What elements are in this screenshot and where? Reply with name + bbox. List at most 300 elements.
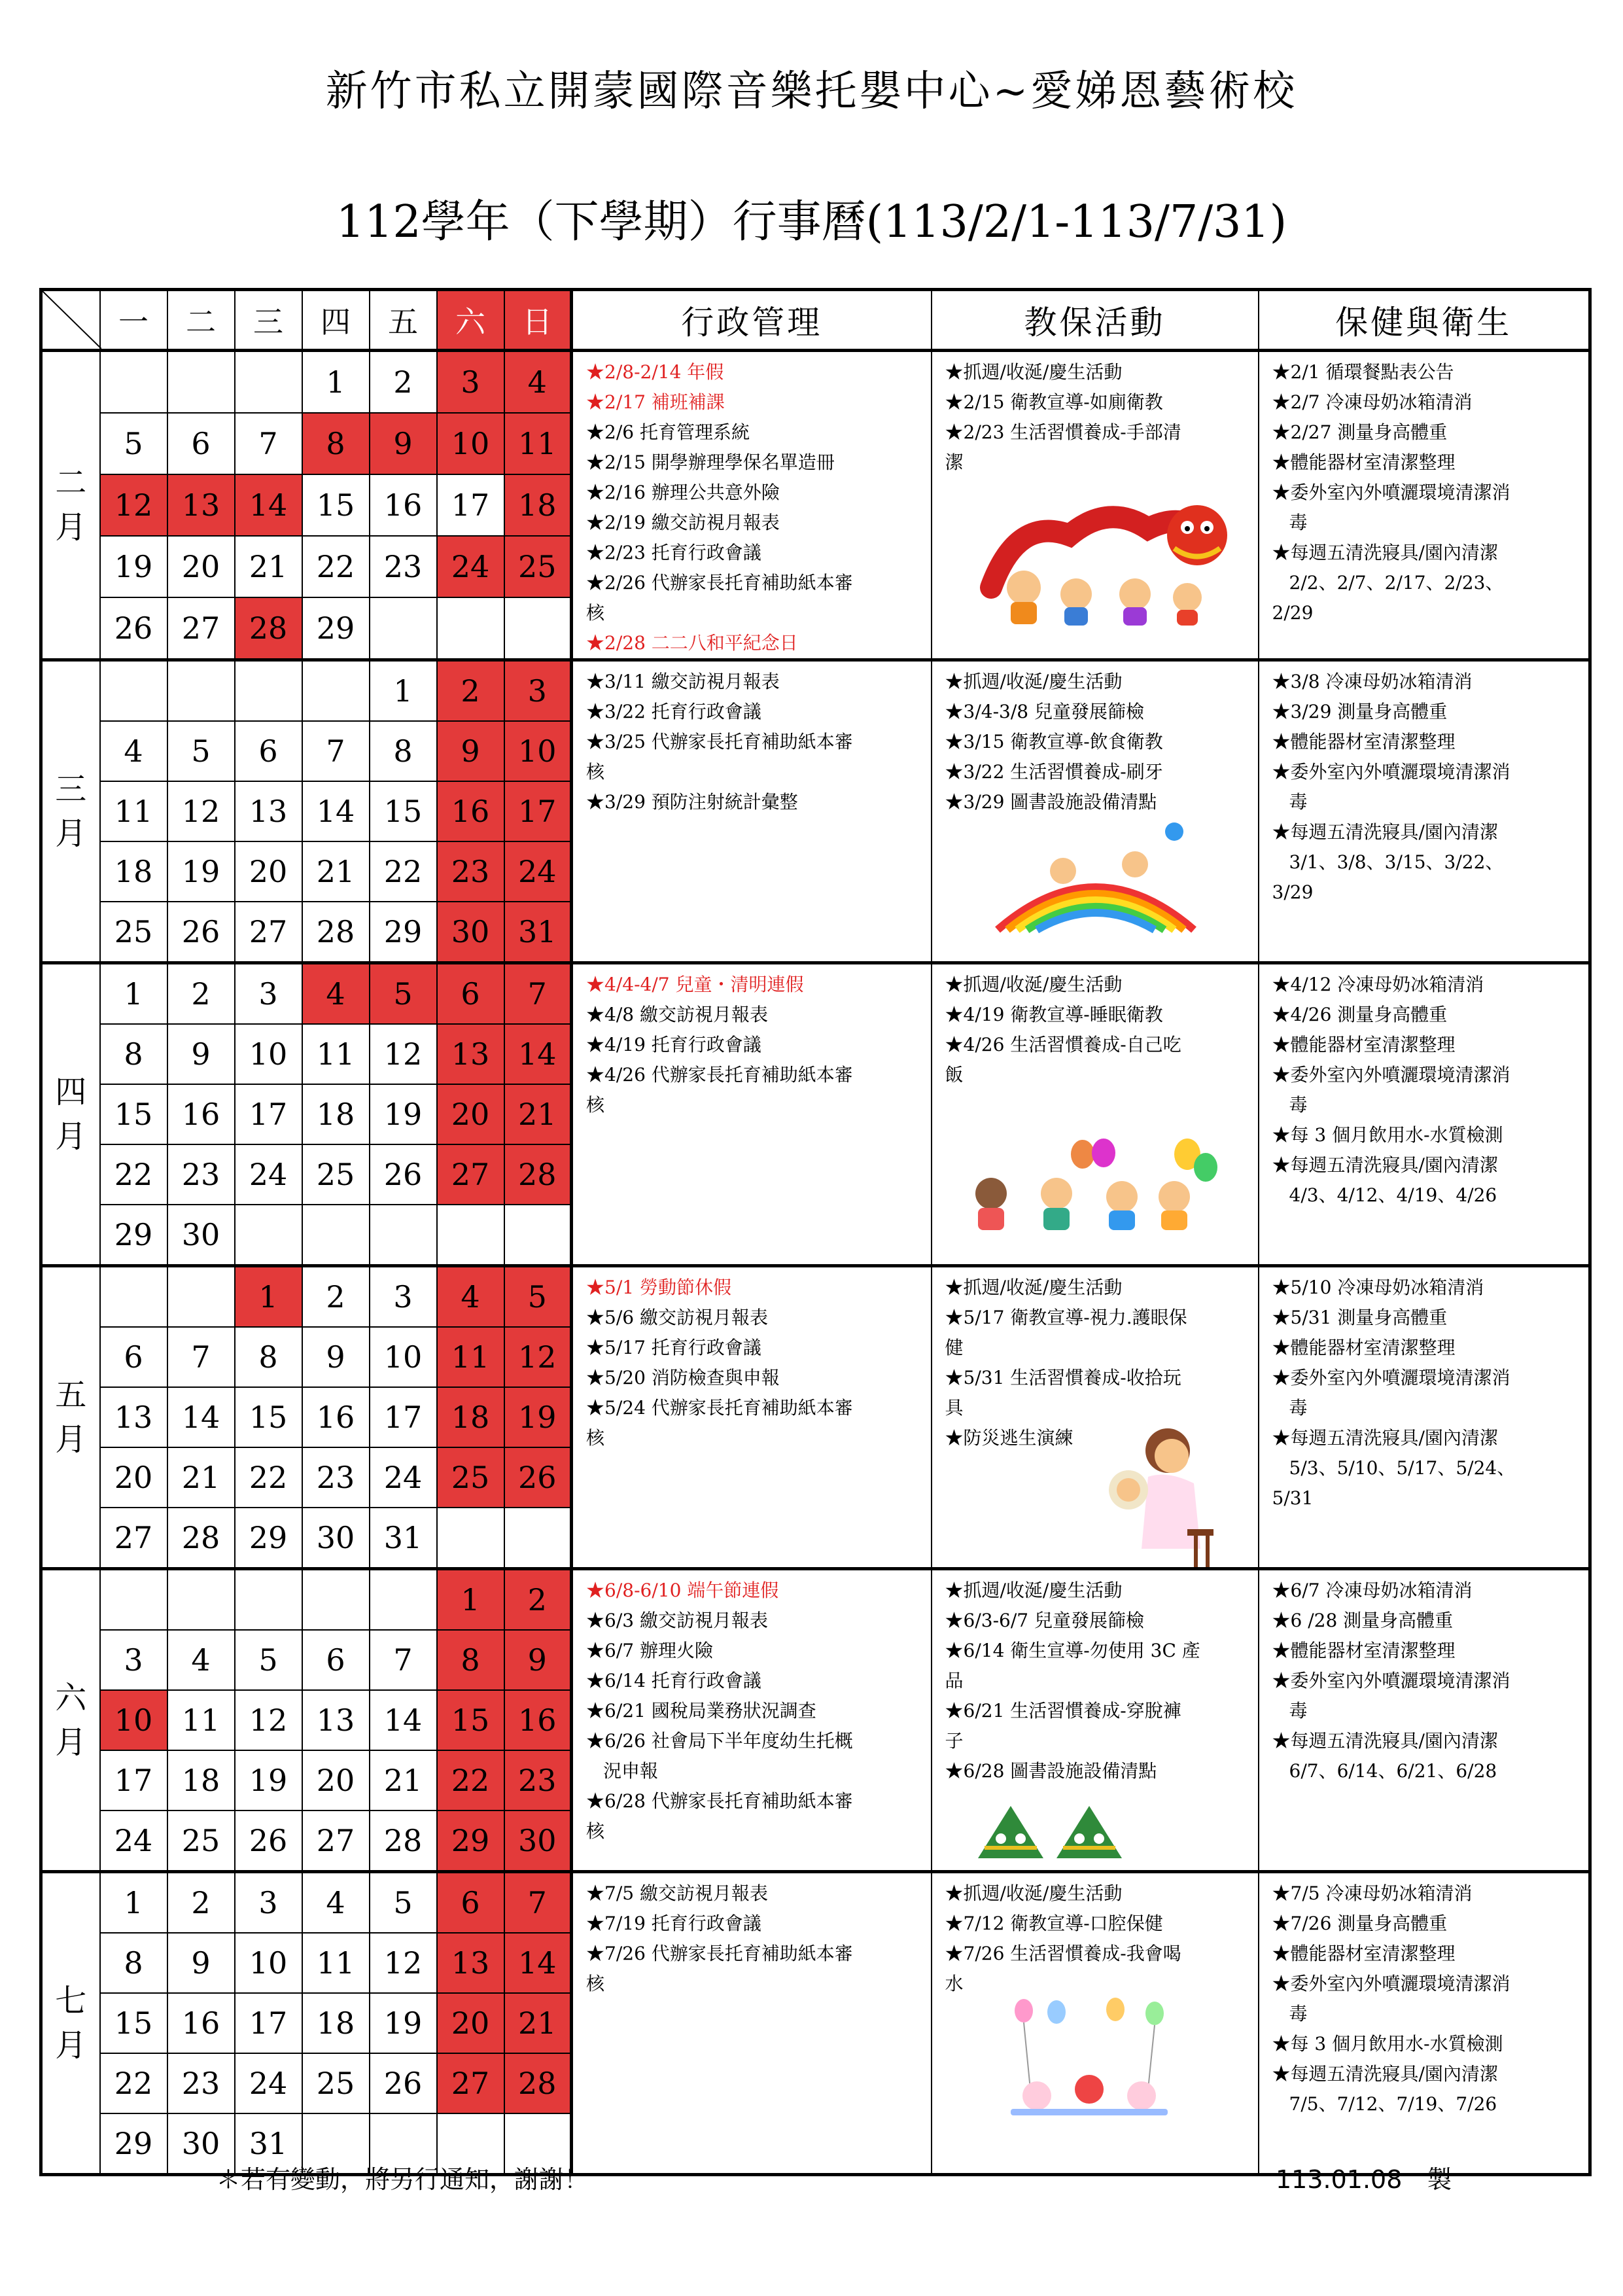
week-row	[41, 1266, 1590, 1328]
day-cell: 11	[302, 1024, 370, 1084]
day-cell: 7	[235, 413, 302, 474]
admin-item: 核	[586, 1820, 605, 1842]
day-cell: 29	[302, 597, 370, 660]
day-cell: 29	[370, 902, 437, 963]
day-cell	[504, 597, 572, 660]
day-cell: 1	[100, 1872, 167, 1934]
activities-item: 水	[945, 1973, 964, 1994]
day-cell: 16	[302, 1387, 370, 1447]
day-cell: 6	[437, 963, 504, 1025]
day-cell: 22	[100, 1144, 167, 1205]
day-cell: 2	[437, 660, 504, 722]
day-cell: 8	[100, 1933, 167, 1993]
day-cell: 12	[370, 1933, 437, 1993]
health-item: 3/29	[1272, 881, 1314, 903]
admin-item: ★5/1 勞動節休假	[586, 1277, 731, 1298]
day-cell: 12	[167, 781, 235, 841]
day-cell: 9	[302, 1327, 370, 1387]
activities-cell	[932, 1569, 1259, 1872]
admin-item: ★4/4-4/7 兒童・清明連假	[586, 974, 804, 995]
admin-item: 核	[586, 1973, 605, 1994]
day-cell: 23	[302, 1447, 370, 1508]
day-cell: 26	[370, 2053, 437, 2113]
admin-item: ★5/24 代辦家長托育補助紙本審	[586, 1397, 853, 1419]
balloon-kids-image	[952, 1135, 1227, 1242]
admin-item: ★6/8-6/10 端午節連假	[586, 1580, 779, 1601]
admin-item: ★7/19 托育行政會議	[586, 1913, 761, 1934]
activities-item: 品	[945, 1670, 964, 1691]
health-item: ★體能器材室清潔整理	[1272, 1640, 1456, 1661]
day-cell	[100, 1569, 167, 1631]
day-cell: 11	[504, 413, 572, 474]
footer-made-date: 113.01.08 製	[1276, 2165, 1452, 2194]
day-cell: 26	[167, 902, 235, 963]
day-cell	[100, 1266, 167, 1328]
day-cell: 5	[100, 413, 167, 474]
day-cell: 20	[437, 1084, 504, 1144]
admin-item: ★2/28 二二八和平紀念日	[586, 632, 798, 654]
day-cell	[504, 1508, 572, 1569]
day-cell	[302, 1205, 370, 1266]
day-cell: 12	[100, 474, 167, 536]
month-label: 二 月	[41, 351, 100, 660]
activities-cell	[932, 963, 1259, 1266]
admin-item: 核	[586, 1427, 605, 1449]
week-row	[41, 1872, 1590, 1934]
day-cell: 24	[437, 536, 504, 597]
day-cell: 16	[504, 1690, 572, 1750]
day-cell: 9	[437, 721, 504, 781]
admin-header: 行政管理	[572, 290, 932, 351]
activities-item: ★抓週/收涎/慶生活動	[945, 361, 1123, 383]
day-cell: 1	[235, 1266, 302, 1328]
activities-item: 具	[945, 1397, 964, 1419]
day-cell: 17	[437, 474, 504, 536]
day-cell: 31	[504, 902, 572, 963]
admin-item: ★4/26 代辦家長托育補助紙本審	[586, 1064, 853, 1086]
day-cell: 29	[235, 1508, 302, 1569]
day-cell: 23	[504, 1750, 572, 1810]
day-cell: 22	[100, 2053, 167, 2113]
day-cell: 3	[235, 1872, 302, 1934]
health-item: ★委外室內外噴灑環境清潔消	[1272, 1367, 1510, 1388]
admin-item: ★2/8-2/14 年假	[586, 361, 724, 383]
day-cell: 14	[504, 1933, 572, 1993]
admin-item: 核	[586, 602, 605, 624]
day-cell: 13	[100, 1387, 167, 1447]
admin-cell	[572, 1569, 932, 1872]
day-cell: 11	[167, 1690, 235, 1750]
day-cell: 11	[302, 1933, 370, 1993]
admin-item: ★6/26 社會局下半年度幼生托概	[586, 1730, 853, 1752]
day-cell: 16	[167, 1084, 235, 1144]
day-cell: 7	[370, 1630, 437, 1690]
day-cell: 2	[504, 1569, 572, 1631]
health-cell	[1259, 963, 1590, 1266]
day-cell: 16	[370, 474, 437, 536]
day-cell: 1	[370, 660, 437, 722]
health-item: ★每週五清洗寢具/園內清潔	[1272, 2063, 1498, 2085]
day-cell: 8	[302, 413, 370, 474]
day-cell: 16	[167, 1993, 235, 2053]
activities-item: ★6/14 衛生宣導-勿使用 3C 產	[945, 1640, 1200, 1661]
day-cell: 30	[167, 2113, 235, 2175]
health-item: 毒	[1289, 2003, 1308, 2024]
day-cell: 26	[370, 1144, 437, 1205]
health-item: ★委外室內外噴灑環境清潔消	[1272, 1064, 1510, 1086]
day-cell: 13	[167, 474, 235, 536]
health-item: ★3/8 冷凍母奶冰箱清消	[1272, 671, 1473, 692]
day-cell: 3	[370, 1266, 437, 1328]
activities-item: 子	[945, 1730, 964, 1752]
day-cell	[235, 1205, 302, 1266]
health-item: 毒	[1289, 512, 1308, 533]
day-cell: 10	[235, 1933, 302, 1993]
day-cell: 19	[504, 1387, 572, 1447]
day-cell: 15	[100, 1993, 167, 2053]
day-cell: 26	[100, 597, 167, 660]
health-item: ★6/7 冷凍母奶冰箱清消	[1272, 1580, 1473, 1601]
swing-bunnies-image	[985, 1998, 1194, 2131]
day-cell: 31	[235, 2113, 302, 2175]
day-cell: 3	[235, 963, 302, 1025]
admin-item: ★2/17 補班補課	[586, 391, 725, 413]
diagonal-line	[43, 291, 101, 349]
week-row	[41, 1569, 1590, 1631]
activities-item: ★2/23 生活習慣養成-手部清	[945, 421, 1181, 443]
day-cell: 7	[504, 963, 572, 1025]
day-cell: 20	[235, 841, 302, 902]
activities-header: 教保活動	[932, 290, 1259, 351]
health-item: ★委外室內外噴灑環境清潔消	[1272, 1670, 1510, 1691]
day-cell	[235, 660, 302, 722]
day-cell: 11	[100, 781, 167, 841]
activities-item: ★6/28 圖書設施設備清點	[945, 1760, 1157, 1782]
admin-item: ★5/17 托育行政會議	[586, 1337, 761, 1358]
health-cell	[1259, 1872, 1590, 2175]
day-cell: 27	[100, 1508, 167, 1569]
admin-cell	[572, 963, 932, 1266]
week-row	[41, 660, 1590, 722]
health-header: 保健與衛生	[1259, 290, 1590, 351]
activities-item: ★5/31 生活習慣養成-收拾玩	[945, 1367, 1181, 1388]
admin-item: ★4/8 繳交訪視月報表	[586, 1004, 768, 1025]
activities-item: ★3/29 圖書設施設備清點	[945, 791, 1157, 813]
day-cell	[235, 1569, 302, 1631]
day-cell: 17	[370, 1387, 437, 1447]
day-cell: 29	[100, 2113, 167, 2175]
day-cell: 14	[167, 1387, 235, 1447]
admin-item: 核	[586, 761, 605, 783]
day-cell: 13	[437, 1933, 504, 1993]
day-cell: 28	[504, 1144, 572, 1205]
day-cell: 19	[235, 1750, 302, 1810]
day-cell: 10	[235, 1024, 302, 1084]
health-item: ★每週五清洗寢具/園內清潔	[1272, 1427, 1498, 1449]
day-cell: 20	[100, 1447, 167, 1508]
day-cell: 4	[100, 721, 167, 781]
day-cell: 18	[100, 841, 167, 902]
day-cell: 13	[235, 781, 302, 841]
weekday-header: 三	[235, 290, 302, 351]
day-cell	[100, 351, 167, 414]
admin-item: ★3/11 繳交訪視月報表	[586, 671, 780, 692]
day-cell: 12	[235, 1690, 302, 1750]
health-item: 3/1、3/8、3/15、3/22、	[1289, 851, 1504, 873]
admin-item: ★7/26 代辦家長托育補助紙本審	[586, 1943, 853, 1964]
health-item: 2/2、2/7、2/17、2/23、	[1289, 572, 1504, 593]
health-item: ★體能器材室清潔整理	[1272, 1337, 1456, 1358]
day-cell: 23	[167, 2053, 235, 2113]
day-cell: 18	[302, 1993, 370, 2053]
weekday-header-saturday: 六	[437, 290, 504, 351]
day-cell: 9	[167, 1024, 235, 1084]
admin-item: ★4/19 托育行政會議	[586, 1034, 761, 1055]
header-row	[41, 290, 1590, 351]
day-cell: 17	[235, 1084, 302, 1144]
day-cell: 20	[167, 536, 235, 597]
day-cell: 25	[302, 2053, 370, 2113]
day-cell: 6	[235, 721, 302, 781]
day-cell: 5	[370, 963, 437, 1025]
activities-item: ★抓週/收涎/慶生活動	[945, 1580, 1123, 1601]
activities-item: 健	[945, 1337, 964, 1358]
day-cell: 14	[504, 1024, 572, 1084]
center-title: 新竹市私立開蒙國際音樂托嬰中心~愛娣恩藝術校	[325, 67, 1298, 116]
day-cell: 4	[437, 1266, 504, 1328]
day-cell	[167, 351, 235, 414]
admin-item: 核	[586, 1094, 605, 1116]
day-cell: 9	[167, 1933, 235, 1993]
health-cell	[1259, 1266, 1590, 1569]
day-cell: 22	[370, 841, 437, 902]
day-cell: 30	[167, 1205, 235, 1266]
day-cell: 12	[370, 1024, 437, 1084]
admin-item: ★5/20 消防檢查與申報	[586, 1367, 780, 1388]
day-cell: 25	[100, 902, 167, 963]
day-cell: 27	[437, 1144, 504, 1205]
health-item: ★3/29 測量身高體重	[1272, 701, 1448, 722]
day-cell: 8	[235, 1327, 302, 1387]
day-cell	[302, 660, 370, 722]
day-cell	[302, 1569, 370, 1631]
day-cell: 9	[504, 1630, 572, 1690]
health-item: 2/29	[1272, 602, 1314, 624]
admin-item: ★2/23 托育行政會議	[586, 542, 761, 563]
health-item: ★委外室內外噴灑環境清潔消	[1272, 482, 1510, 503]
health-item: ★6 /28 測量身高體重	[1272, 1610, 1454, 1631]
admin-item: ★6/3 繳交訪視月報表	[586, 1610, 768, 1631]
day-cell: 17	[235, 1993, 302, 2053]
day-cell	[167, 1266, 235, 1328]
day-cell: 17	[504, 781, 572, 841]
activities-item: ★5/17 衛教宣導-視力.護眼保	[945, 1307, 1187, 1328]
weekday-header-sunday: 日	[504, 290, 572, 351]
day-cell: 13	[437, 1024, 504, 1084]
day-cell	[437, 1205, 504, 1266]
health-item: ★4/12 冷凍母奶冰箱清消	[1272, 974, 1484, 995]
day-cell: 28	[167, 1508, 235, 1569]
day-cell: 5	[235, 1630, 302, 1690]
day-cell: 10	[437, 413, 504, 474]
day-cell: 8	[100, 1024, 167, 1084]
weekday-header: 四	[302, 290, 370, 351]
day-cell: 4	[167, 1630, 235, 1690]
day-cell: 19	[167, 841, 235, 902]
activities-item: ★7/12 衛教宣導-口腔保健	[945, 1913, 1163, 1934]
activities-item: ★6/21 生活習慣養成-穿脫褲	[945, 1700, 1181, 1722]
day-cell: 22	[235, 1447, 302, 1508]
health-item: ★7/5 冷凍母奶冰箱清消	[1272, 1882, 1473, 1904]
day-cell: 28	[504, 2053, 572, 2113]
day-cell: 3	[504, 660, 572, 722]
month-label: 六 月	[41, 1569, 100, 1872]
activities-item: ★7/26 生活習慣養成-我會喝	[945, 1943, 1181, 1964]
health-item: ★每週五清洗寢具/園內清潔	[1272, 542, 1498, 563]
day-cell: 27	[437, 2053, 504, 2113]
month-label: 七 月	[41, 1872, 100, 2175]
day-cell: 5	[167, 721, 235, 781]
day-cell: 25	[167, 1810, 235, 1872]
health-item: ★每 3 個月飲用水-水質檢測	[1272, 2033, 1503, 2055]
admin-cell	[572, 660, 932, 963]
health-item: ★委外室內外噴灑環境清潔消	[1272, 761, 1510, 783]
day-cell: 10	[100, 1690, 167, 1750]
corner-cell	[41, 290, 100, 351]
day-cell	[504, 1205, 572, 1266]
activities-item: ★抓週/收涎/慶生活動	[945, 1277, 1123, 1298]
day-cell: 19	[370, 1993, 437, 2053]
day-cell	[167, 660, 235, 722]
month-label: 四 月	[41, 963, 100, 1266]
day-cell: 29	[437, 1810, 504, 1872]
activities-cell	[932, 351, 1259, 660]
activities-item: ★抓週/收涎/慶生活動	[945, 671, 1123, 692]
day-cell	[100, 660, 167, 722]
day-cell: 1	[302, 351, 370, 414]
admin-item: 況申報	[603, 1760, 659, 1782]
activities-item: ★3/15 衛教宣導-飲食衛教	[945, 731, 1163, 752]
admin-item: ★7/5 繳交訪視月報表	[586, 1882, 768, 1904]
admin-item: ★3/22 托育行政會議	[586, 701, 761, 722]
day-cell: 7	[302, 721, 370, 781]
month-label: 五 月	[41, 1266, 100, 1569]
health-item: ★體能器材室清潔整理	[1272, 731, 1456, 752]
day-cell: 18	[167, 1750, 235, 1810]
admin-cell	[572, 351, 932, 660]
day-cell: 23	[437, 841, 504, 902]
health-cell	[1259, 660, 1590, 963]
activities-cell	[932, 1266, 1259, 1569]
day-cell: 18	[437, 1387, 504, 1447]
health-item: 毒	[1289, 1700, 1308, 1722]
day-cell: 30	[302, 1508, 370, 1569]
day-cell: 14	[235, 474, 302, 536]
day-cell: 1	[437, 1569, 504, 1631]
activities-item: ★2/15 衛教宣導-如廁衛教	[945, 391, 1163, 413]
day-cell: 2	[167, 1872, 235, 1934]
activities-item: ★抓週/收涎/慶生活動	[945, 1882, 1123, 1904]
day-cell	[370, 1569, 437, 1631]
day-cell: 22	[302, 536, 370, 597]
activities-cell	[932, 660, 1259, 963]
activities-item: ★4/26 生活習慣養成-自己吃	[945, 1034, 1181, 1055]
day-cell: 14	[370, 1690, 437, 1750]
week-row	[41, 351, 1590, 414]
activities-item: ★4/19 衛教宣導-睡眠衛教	[945, 1004, 1163, 1025]
day-cell: 6	[167, 413, 235, 474]
health-item: 5/3、5/10、5/17、5/24、	[1289, 1457, 1516, 1479]
health-cell	[1259, 351, 1590, 660]
admin-item: ★5/6 繳交訪視月報表	[586, 1307, 768, 1328]
day-cell: 16	[437, 781, 504, 841]
health-item: 6/7、6/14、6/21、6/28	[1289, 1760, 1497, 1782]
day-cell: 15	[437, 1690, 504, 1750]
activities-item: 飯	[945, 1064, 964, 1086]
day-cell: 24	[100, 1810, 167, 1872]
health-item: ★5/10 冷凍母奶冰箱清消	[1272, 1277, 1484, 1298]
day-cell: 15	[100, 1084, 167, 1144]
day-cell: 18	[504, 474, 572, 536]
day-cell: 27	[167, 597, 235, 660]
health-item: ★體能器材室清潔整理	[1272, 1943, 1456, 1964]
calendar-table	[39, 288, 1592, 2176]
health-item: ★2/7 冷凍母奶冰箱清消	[1272, 391, 1473, 413]
day-cell: 24	[370, 1447, 437, 1508]
day-cell: 28	[370, 1810, 437, 1872]
day-cell	[437, 1508, 504, 1569]
day-cell: 17	[100, 1750, 167, 1810]
day-cell: 29	[100, 1205, 167, 1266]
day-cell: 3	[100, 1630, 167, 1690]
day-cell: 28	[302, 902, 370, 963]
health-item: ★每週五清洗寢具/園內清潔	[1272, 1730, 1498, 1752]
day-cell: 5	[370, 1872, 437, 1934]
day-cell: 11	[437, 1327, 504, 1387]
activities-cell	[932, 1872, 1259, 2175]
admin-item: ★2/15 開學辦理學保名單造冊	[586, 451, 835, 473]
day-cell: 26	[504, 1447, 572, 1508]
activities-item: ★防災逃生演練	[945, 1427, 1073, 1449]
day-cell	[370, 1205, 437, 1266]
day-cell: 3	[437, 351, 504, 414]
day-cell: 23	[167, 1144, 235, 1205]
day-cell: 30	[437, 902, 504, 963]
month-label: 三 月	[41, 660, 100, 963]
admin-item: ★2/16 辦理公共意外險	[586, 482, 780, 503]
day-cell: 28	[235, 597, 302, 660]
day-cell: 24	[504, 841, 572, 902]
admin-cell	[572, 1872, 932, 2175]
health-item: ★委外室內外噴灑環境清潔消	[1272, 1973, 1510, 1994]
day-cell: 1	[100, 963, 167, 1025]
day-cell: 27	[302, 1810, 370, 1872]
day-cell: 7	[504, 1872, 572, 1934]
health-item: ★體能器材室清潔整理	[1272, 1034, 1456, 1055]
health-item: ★每週五清洗寢具/園內清潔	[1272, 821, 1498, 843]
health-item: 毒	[1289, 1397, 1308, 1419]
day-cell	[437, 597, 504, 660]
day-cell: 21	[504, 1993, 572, 2053]
health-item: ★2/1 循環餐點表公告	[1272, 361, 1454, 383]
day-cell: 24	[235, 2053, 302, 2113]
day-cell: 4	[504, 351, 572, 414]
day-cell: 2	[167, 963, 235, 1025]
day-cell: 24	[235, 1144, 302, 1205]
day-cell: 21	[370, 1750, 437, 1810]
day-cell	[370, 597, 437, 660]
mother-child-image	[1089, 1424, 1240, 1569]
